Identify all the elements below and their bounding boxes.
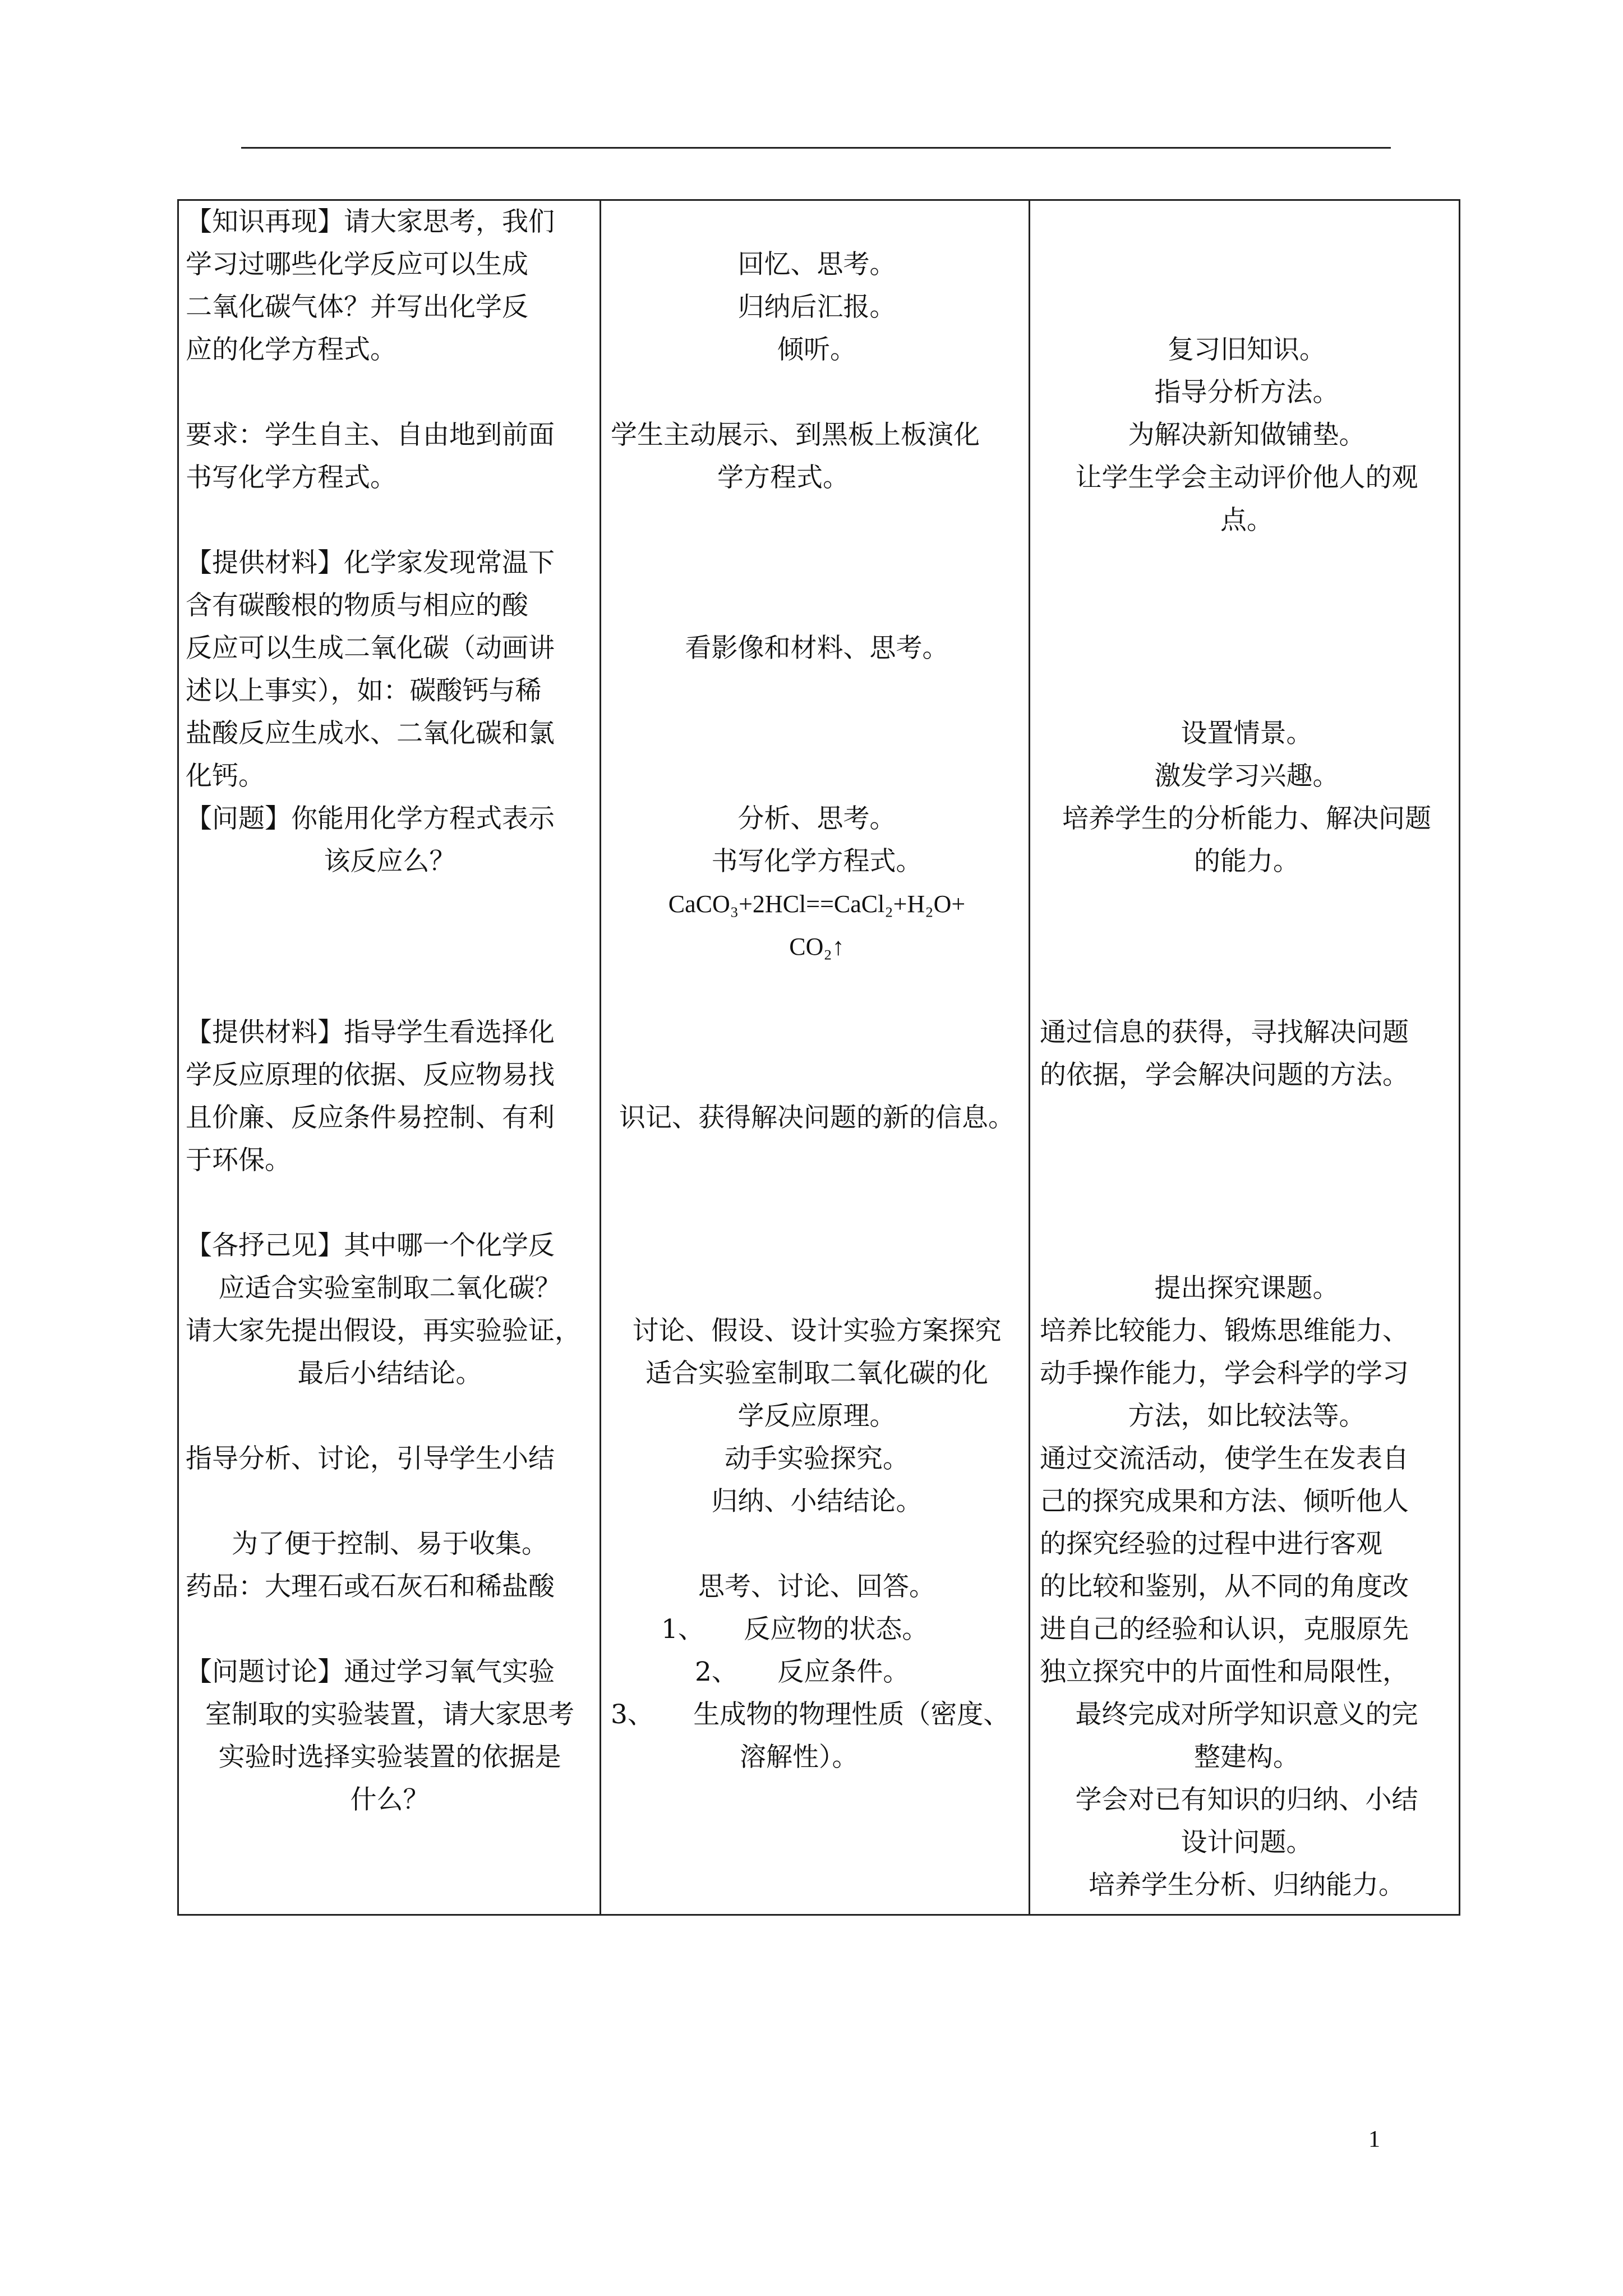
student-show: 学生主动展示、到黑板上板演化 学方程式。 [611, 420, 980, 493]
lesson-table [177, 199, 1460, 1916]
student-recall: 回忆、思考。 归纳后汇报。 倾听。 [737, 249, 896, 365]
intent-info: 通过信息的获得，寻找解决问题 的依据，学会解决问题的方法。 [1040, 1017, 1409, 1091]
header-rule [241, 147, 1391, 149]
student-explore: 讨论、假设、设计实验方案探究 适合实验室制取二氧化碳的化 学反应原理。 动手实验探究。 归纳、小结结论。 [632, 1315, 1002, 1517]
teacher-intro: 【知识再现】请大家思考，我们 学习过哪些化学反应可以生成 二氧化碳气体？并写出化学反 应的化学方程式。 [186, 206, 555, 365]
teacher-discussion: 【问题讨论】通过学习氧气实验 室制取的实验装置，请大家思考 实验时选择实验装置的依据是 什么？ [186, 1657, 574, 1815]
chemical-equation-tail: CO₂↑ [789, 933, 845, 960]
column-divider [600, 201, 601, 1914]
teacher-guide: 指导分析、讨论，引导学生小结 [186, 1443, 555, 1474]
column-divider [1029, 201, 1030, 1914]
chemical-equation: CaCO₃+2HCl==CaCl₂+H₂O+ [668, 890, 966, 918]
teacher-question: 【问题】你能用化学方程式表示 该反应么？ [186, 803, 555, 877]
student-factors: 1、 反应物的状态。 2、 反应条件。 3、 生成物的物理性质（密度、 溶解性）。 [611, 1614, 1010, 1773]
intent-inquiry: 提出探究课题。 培养比较能力、锻炼思维能力、 动手操作能力，学会科学的学习 方法，如比较法等。 通过交流活动，使学生在发表自 己的探究成果和方法、倾听他人 的探究经验的过程中进行客观 的比较和鉴别，从不同的角度改 进自己的经验和认识，克服原先 独立探究中的片面性和局限性， 最终完成对所学知识意义的完 整建构。 学会对已有知识的归纳、小结 设计问题。 培养学生分析、归纳能力。 [1040, 1273, 1418, 1901]
student-watch: 看影像和材料、思考。 [685, 633, 949, 664]
intent-scene: 设置情景。 激发学习兴趣。 培养学生的分析能力、解决问题 的能力。 [1062, 718, 1431, 877]
student-analyze: 分析、思考。 书写化学方程式。 CaCO₃+2HCl==CaCl₂+H₂O+ CO₂↑ [611, 798, 1023, 968]
teacher-requirement: 要求：学生自主、自由地到前面 书写化学方程式。 [186, 420, 555, 493]
teacher-material-2: 【提供材料】指导学生看选择化 学反应原理的依据、反应物易找 且价廉、反应条件易控制、有利 于环保。 [186, 1017, 555, 1176]
teacher-opinion: 【各抒己见】其中哪一个化学反 应适合实验室制取二氧化碳？ 请大家先提出假设，再实验验证， 最后小结结论。 [186, 1230, 581, 1389]
page-number: 1 [1368, 2127, 1380, 2152]
intent-review: 复习旧知识。 指导分析方法。 为解决新知做铺垫。 让学生学会主动评价他人的观 点。 [1075, 334, 1418, 536]
student-think: 思考、讨论、回答。 [698, 1571, 935, 1602]
teacher-purpose: 为了便于控制、易于收集。 药品：大理石或石灰石和稀盐酸 [186, 1529, 555, 1602]
student-note: 识记、获得解决问题的新的信息。 [619, 1102, 1015, 1133]
teacher-material: 【提供材料】化学家发现常温下 含有碳酸根的物质与相应的酸 反应可以生成二氧化碳（动画讲 述以上事实），如：碳酸钙与稀 盐酸反应生成水、二氧化碳和氯 化钙。 [186, 547, 555, 792]
